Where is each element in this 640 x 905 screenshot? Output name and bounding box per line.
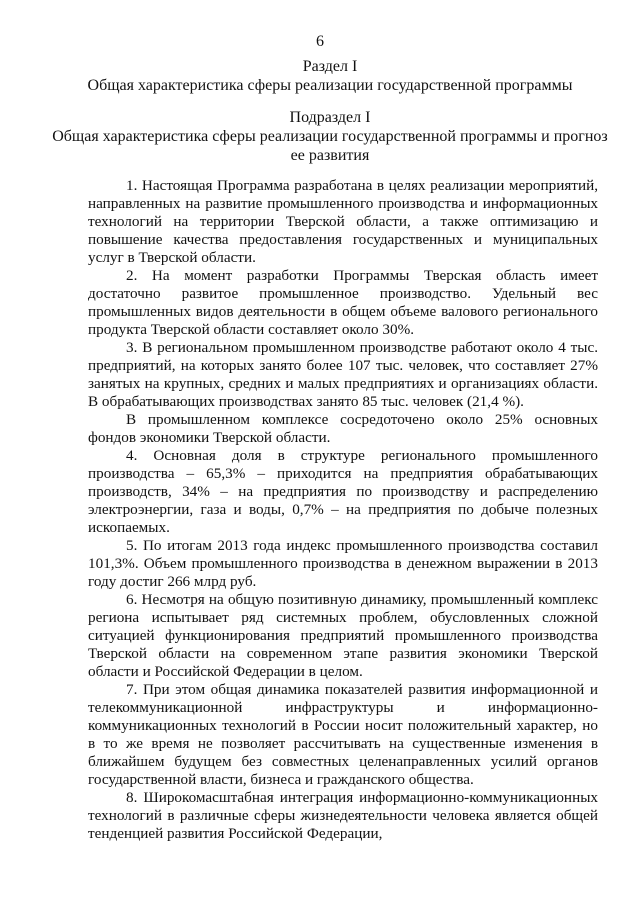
paragraph-2: 2. На момент разработки Программы Тверская область имеет достаточно развитое промышленное производство. Удельный вес промышленных видов деятельности в общем объеме валового регионального продукта Тверской области составляет около 30%.	[88, 267, 598, 338]
paragraph-1: 1. Настоящая Программа разработана в целях реализации мероприятий, направленных на развитие промышленного производства и информационных технологий на территории Тверской области, а также оптимизацию и повышение качества предоставления государственных и муниципальных услуг в Тверской области.	[88, 177, 598, 266]
paragraph-3: 3. В региональном промышленном производстве работают около 4 тыс. предприятий, на которых занято более 107 тыс. человек, что составляет 27% занятых на крупных, средних и малых предприятиях и организациях области. В обрабатывающих производствах занято 85 тыс. человек (21,4 %).	[88, 339, 598, 410]
paragraph-6: 6. Несмотря на общую позитивную динамику, промышленный комплекс региона испытывает ряд системных проблем, обусловленных сложной ситуацией функционирования предприятий промышленного производства Тверской области на современном этапе развития экономики Тверской области и Российской Федерации в целом.	[88, 591, 598, 680]
paragraph-7: 7. При этом общая динамика показателей развития информационной и телекоммуникационной инфраструктуры и информационно-коммуникационных технологий в России носит положительный характер, но в то же время не позволяет рассчитывать на существенные изменения в ближайшем будущем без совместных целенаправленных усилий органов государственной власти, бизнеса и гражданского общества.	[88, 681, 598, 788]
document-body	[88, 177, 598, 843]
subsection-heading: Подраздел I	[289, 109, 371, 126]
paragraph-4: 4. Основная доля в структуре регионального промышленного производства – 65,3% – приходится на предприятия обрабатывающих производств, 34% – на предприятия по производству и распределению электроэнергии, газа и воды, 0,7% – на предприятия по добыче полезных ископаемых.	[88, 447, 598, 536]
paragraph-5: 5. По итогам 2013 года индекс промышленного производства составил 101,3%. Объем промышленного производства в денежном выражении в 2013 году достиг 266 млрд руб.	[88, 537, 598, 590]
paragraph-3-continued: В промышленном комплексе сосредоточено около 25% основных фондов экономики Тверской области.	[88, 411, 598, 446]
page-number: 6	[316, 33, 324, 50]
section-title: Общая характеристика сферы реализации государственной программы	[87, 77, 573, 94]
section-heading: Раздел I	[302, 58, 358, 75]
paragraph-8: 8. Широкомасштабная интеграция информационно-коммуникационных технологий в различные сферы жизнедеятельности человека является общей тенденцией развития Российской Федерации,	[88, 789, 598, 842]
subsection-title: Общая характеристика сферы реализации государственной программы и прогноз ее развития	[52, 128, 608, 164]
